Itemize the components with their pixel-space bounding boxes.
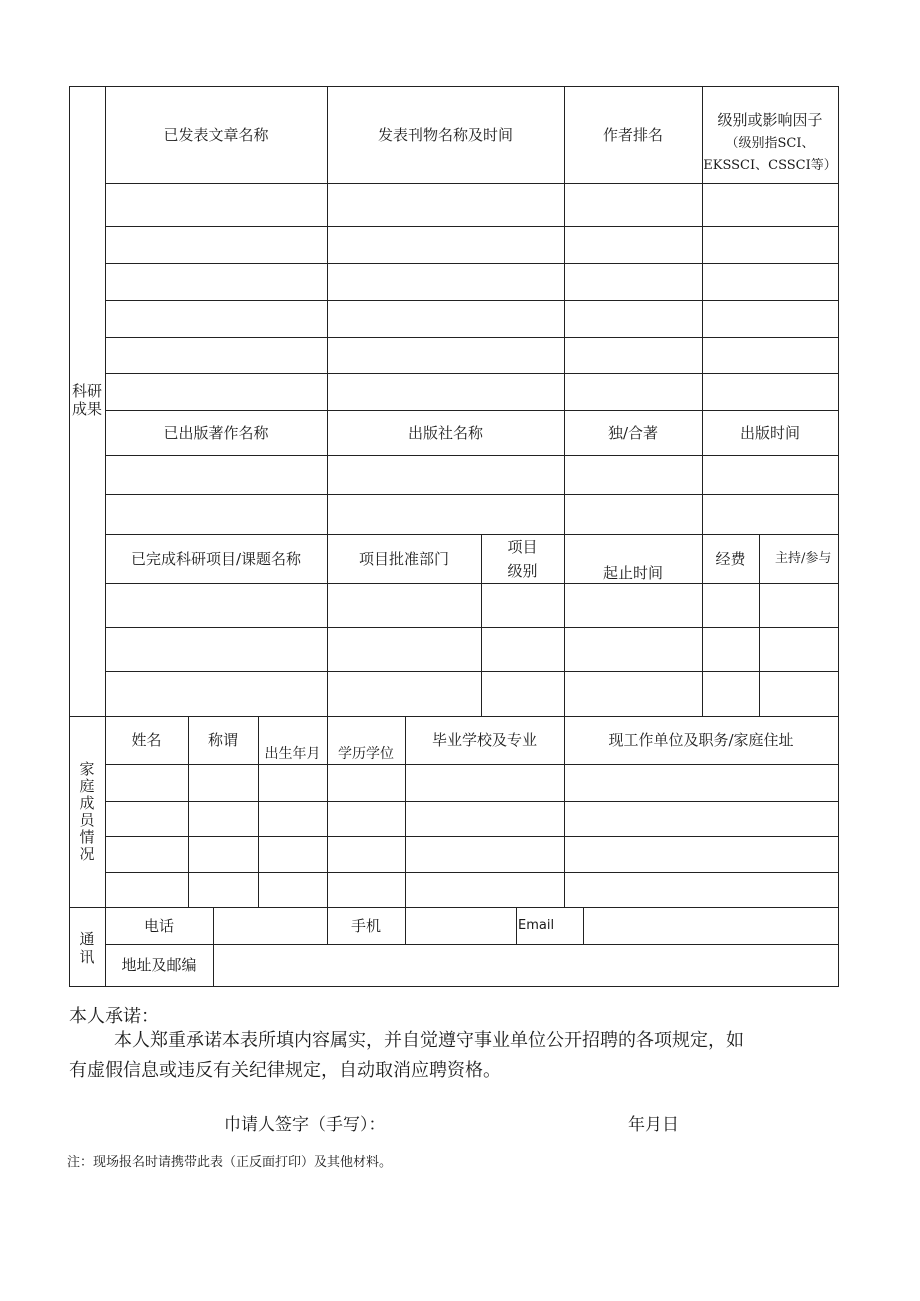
promise-line2: 有虚假信息或违反有关纪律规定，自动取消应聘资格。	[69, 1060, 501, 1081]
projects-level-line2: 级别	[507, 561, 538, 580]
contact-email-field[interactable]	[583, 907, 838, 944]
projects-header-title: 已完成科研项目/课题名称	[130, 549, 302, 568]
contact-address-label: 地址及邮编	[121, 956, 197, 974]
contact-mobile-label: 手机	[350, 916, 381, 935]
papers-header-title: 已发表文章名称	[163, 125, 269, 144]
family-header-work: 现工作单位及职务/家庭住址	[608, 731, 794, 749]
signature-date: 年月日	[628, 1115, 679, 1135]
papers-level-line2: （级别指SCI、	[725, 136, 815, 151]
family-header-name: 姓名	[131, 731, 162, 749]
contact-mobile-field[interactable]	[405, 907, 516, 944]
family-header-education: 学历学位	[338, 746, 394, 762]
family-header-school: 毕业学校及专业	[431, 731, 537, 749]
family-header-relation: 称谓	[207, 731, 238, 749]
projects-level-line1: 项目	[507, 537, 538, 556]
projects-header-level	[481, 534, 564, 583]
promise-heading: 本人承诺：	[69, 1006, 159, 1027]
projects-header-funding: 经费	[715, 549, 746, 568]
family-section-label: 家庭成员情况	[79, 760, 95, 863]
contact-email-label: Email	[518, 917, 555, 933]
papers-header-author-rank: 作者排名	[602, 125, 663, 144]
research-label-line2: 成果	[71, 400, 102, 418]
books-header-solo-co: 独/合著	[607, 423, 659, 442]
books-header-title: 已出版著作名称	[163, 423, 269, 442]
papers-header-level	[702, 108, 838, 184]
projects-header-dept: 项目批准部门	[358, 549, 449, 568]
books-header-date: 出版时间	[739, 423, 800, 442]
papers-level-line3: EKSSCI、CSSCI等）	[703, 158, 837, 173]
footer-note: 注：现场报名时请携带此表（正反面打印）及其他材料。	[67, 1155, 393, 1170]
projects-header-role: 主持/参与	[775, 550, 832, 566]
research-label-line1: 科研	[71, 382, 102, 400]
contact-phone-label: 电话	[143, 916, 174, 935]
contact-phone-field[interactable]	[213, 907, 327, 944]
papers-header-journal: 发表刊物名称及时间	[377, 125, 513, 144]
research-section-label	[69, 370, 105, 430]
projects-header-period: 起止时间	[602, 563, 663, 582]
books-header-publisher: 出版社名称	[407, 423, 483, 442]
contact-address-field[interactable]	[213, 944, 838, 986]
contact-section-label: 通讯	[79, 930, 95, 966]
papers-level-line1: 级别或影响因子	[717, 111, 823, 129]
promise-line1: 本人郑重承诺本表所填内容属实，并自觉遵守事业单位公开招聘的各项规定，如	[114, 1030, 744, 1051]
signature-label: 巾请人签字（手写）：	[224, 1115, 386, 1135]
family-header-birth: 出生年月	[264, 746, 321, 762]
